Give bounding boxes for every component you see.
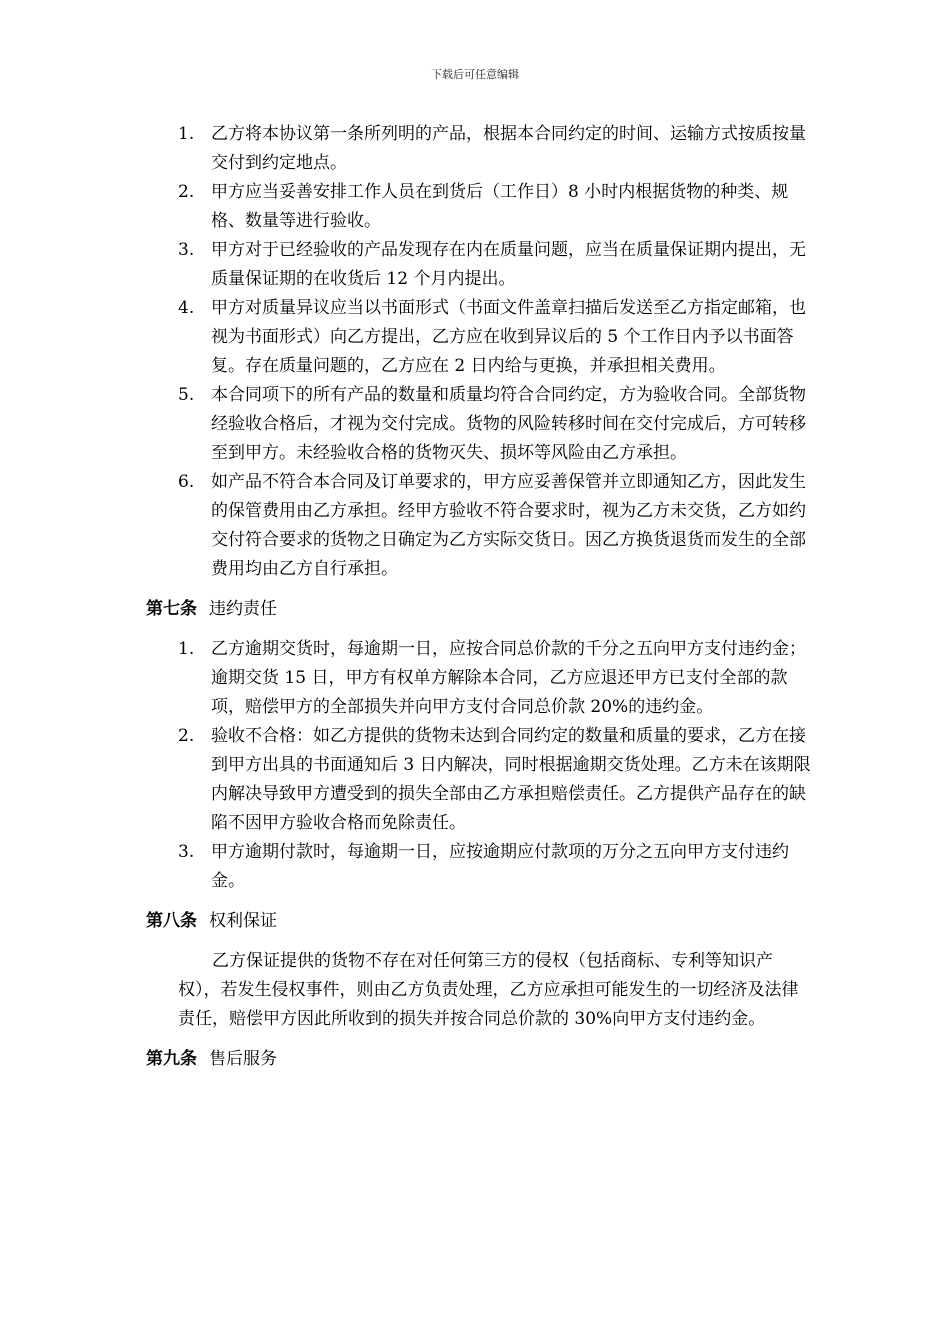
list-item bbox=[0, 722, 950, 838]
item-number: 3. bbox=[178, 240, 195, 260]
section-title: 权利保证 bbox=[209, 911, 277, 931]
item-text: 乙方将本协议第一条所列明的产品，根据本合同约定的时间、运输方式按质按量交付到约定地点。 bbox=[211, 124, 806, 173]
section-title: 售后服务 bbox=[209, 1049, 277, 1069]
section-heading-9 bbox=[0, 1045, 950, 1074]
list-item bbox=[0, 120, 950, 178]
section-number: 第九条 bbox=[146, 1049, 197, 1069]
item-text: 验收不合格：如乙方提供的货物未达到合同约定的数量和质量的要求，乙方在接到甲方出具的书面通知后 3 日内解决，同时根据逾期交货处理。乙方未在该期限内解决导致甲方遭受到的损失全部由乙方承担赔偿责任。乙方提供产品存在的缺陷不因甲方验收合格而免除责任。 bbox=[211, 726, 811, 833]
item-text: 乙方逾期交货时，每逾期一日，应按合同总价款的千分之五向甲方支付违约金；逾期交货 15 日，甲方有权单方解除本合同，乙方应退还甲方已支付全部的款项，赔偿甲方的全部损失并向甲方支付合同总价款 20%的违约金。 bbox=[211, 639, 806, 717]
section-heading-7 bbox=[0, 595, 950, 624]
section-heading-8 bbox=[0, 907, 950, 936]
section-8-paragraph: 乙方保证提供的货物不存在对任何第三方的侵权（包括商标、专利等知识产权），若发生侵权事件，则由乙方负责处理，乙方应承担可能发生的一切经济及法律责任，赔偿甲方因此所收到的损失并按合同总价款的 30%向甲方支付违约金。 bbox=[178, 951, 799, 1029]
list-item bbox=[0, 635, 950, 722]
item-text: 本合同项下的所有产品的数量和质量均符合合同约定，方为验收合同。全部货物经验收合格后，才视为交付完成。货物的风险转移时间在交付完成后，方可转移至到甲方。未经验收合格的货物灭失、损坏等风险由乙方承担。 bbox=[211, 385, 806, 463]
item-number: 1. bbox=[178, 639, 195, 659]
list-item bbox=[0, 381, 950, 468]
item-text: 甲方逾期付款时，每逾期一日，应按逾期应付款项的万分之五向甲方支付违约金。 bbox=[211, 842, 789, 891]
item-number: 5. bbox=[178, 385, 195, 405]
section-number: 第八条 bbox=[146, 911, 197, 931]
item-number: 1. bbox=[178, 124, 195, 144]
list-item bbox=[0, 468, 950, 584]
list-item bbox=[0, 178, 950, 236]
liability-clauses-list bbox=[0, 635, 950, 896]
header-note: 下载后可任意编辑 bbox=[431, 68, 519, 81]
list-item bbox=[0, 838, 950, 896]
item-text: 甲方对于已经验收的产品发现存在内在质量问题，应当在质量保证期内提出，无质量保证期的在收货后 12 个月内提出。 bbox=[211, 240, 806, 289]
list-item bbox=[0, 294, 950, 381]
list-item bbox=[0, 236, 950, 294]
item-number: 3. bbox=[178, 842, 195, 862]
item-number: 4. bbox=[178, 298, 195, 318]
item-number: 6. bbox=[178, 472, 195, 492]
item-text: 甲方对质量异议应当以书面形式（书面文件盖章扫描后发送至乙方指定邮箱，也视为书面形式）向乙方提出，乙方应在收到异议后的 5 个工作日内予以书面答复。存在质量问题的，乙方应在 2 日内给与更换，并承担相关费用。 bbox=[211, 298, 806, 376]
section-number: 第七条 bbox=[146, 599, 197, 619]
item-text: 甲方应当妥善安排工作人员在到货后（工作日）8 小时内根据货物的种类、规格、数量等进行验收。 bbox=[211, 182, 789, 231]
document-body bbox=[0, 120, 950, 1085]
section-title: 违约责任 bbox=[209, 599, 277, 619]
item-text: 如产品不符合本合同及订单要求的，甲方应妥善保管并立即通知乙方，因此发生的保管费用由乙方承担。经甲方验收不符合要求时，视为乙方未交货，乙方如约交付符合要求的货物之日确定为乙方实际交货日。因乙方换货退货而发生的全部费用均由乙方自行承担。 bbox=[211, 472, 806, 579]
delivery-clauses-list bbox=[0, 120, 950, 584]
item-number: 2. bbox=[178, 182, 195, 202]
item-number: 2. bbox=[178, 726, 195, 746]
